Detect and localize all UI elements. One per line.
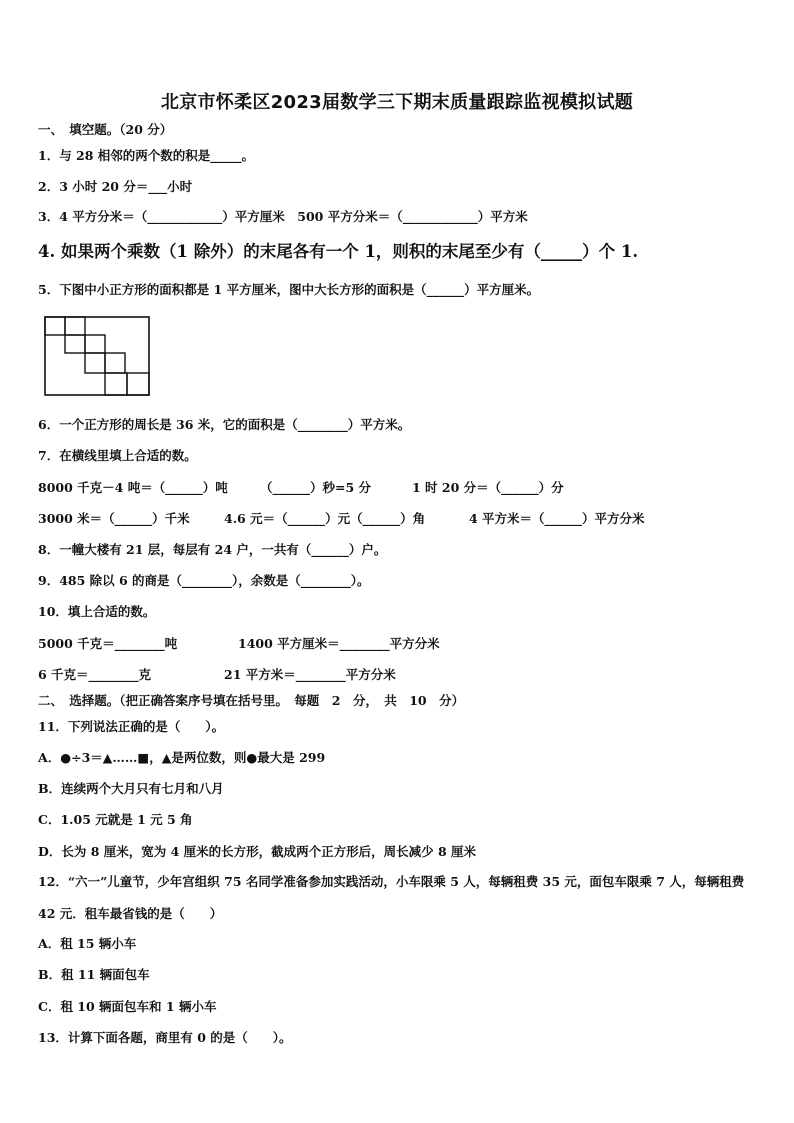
question-7-row1-item2: （______）秒=5 分 <box>260 480 372 495</box>
question-13: 13．计算下面各题，商里有 0 的是（ ）。 <box>38 1030 292 1045</box>
question-5: 5．下图中小正方形的面积都是 1 平方厘米，图中大长方形的面积是（______）平方厘米。 <box>38 282 540 297</box>
question-9: 9．485 除以 6 的商是（________），余数是（________）。 <box>38 573 370 588</box>
question-2: 2．3 小时 20 分＝___小时 <box>38 179 193 194</box>
small-square <box>65 317 85 335</box>
small-square <box>65 335 85 353</box>
question-7-row2-item2: 4.6 元＝（______）元（______）角 <box>224 511 426 526</box>
page-title: 北京市怀柔区2023届数学三下期末质量跟踪监视模拟试题 <box>160 92 634 113</box>
question-1: 1．与 28 相邻的两个数的积是_____。 <box>38 148 255 163</box>
question-12: 12．“六一”儿童节，少年宫组织 75 名同学准备参加实践活动，小车限乘 5 人，每辆租费 35 元，面包车限乘 7 人，每辆租费 42 元．租车最省钱的是（ ） <box>38 874 745 921</box>
question-7-row1-item3: 1 时 20 分＝（______）分 <box>412 480 564 495</box>
section-1-heading: 一、 填空题。（20 分） <box>38 122 173 137</box>
question-7: 7．在横线里填上合适的数。 <box>38 448 197 463</box>
question-7-row2-item3: 4 平方米＝（______）平方分米 <box>469 511 645 526</box>
section-2-heading: 二、 选择题。（把正确答案序号填在括号里。 每题 2 分， 共 10 分） <box>38 693 465 708</box>
big-rectangle <box>45 317 149 395</box>
small-square <box>85 353 105 373</box>
question-10-row2-item1: 6 千克＝________克 <box>38 667 152 682</box>
question-12-option-c: C．租 10 辆面包车和 1 辆小车 <box>38 999 217 1014</box>
staircase-rectangle-figure <box>44 316 152 398</box>
question-3: 3．4 平方分米＝（____________）平方厘米 500 平方分米＝（____________）平方米 <box>38 209 528 224</box>
question-11-option-a: A．●÷3＝▲……■，▲是两位数，则●最大是 299 <box>38 750 326 765</box>
small-square <box>45 317 65 335</box>
question-10: 10．填上合适的数。 <box>38 604 156 619</box>
question-11-option-b: B．连续两个大月只有七月和八月 <box>38 781 224 796</box>
small-squares <box>45 317 149 395</box>
small-square <box>105 353 125 373</box>
small-square <box>85 335 105 353</box>
question-7-row1-item1: 8000 千克－4 吨＝（______）吨 <box>38 480 228 495</box>
question-11-option-d: D．长为 8 厘米，宽为 4 厘米的长方形，截成两个正方形后，周长减少 8 厘米 <box>38 844 477 859</box>
question-11: 11．下列说法正确的是（ ）。 <box>38 719 225 734</box>
question-11-option-c: C．1.05 元就是 1 元 5 角 <box>38 812 193 827</box>
question-4: 4. 如果两个乘数（1 除外）的末尾各有一个 1，则积的末尾至少有（_____）个 1. <box>38 242 639 261</box>
question-10-row2-item2: 21 平方米＝________平方分米 <box>224 667 396 682</box>
small-square <box>127 373 149 395</box>
small-square <box>105 373 127 395</box>
question-7-row2-item1: 3000 米＝（______）千米 <box>38 511 190 526</box>
question-8: 8．一幢大楼有 21 层，每层有 24 户，一共有（______）户。 <box>38 542 387 557</box>
question-6: 6．一个正方形的周长是 36 米，它的面积是（________）平方米。 <box>38 417 411 432</box>
question-10-row1-item2: 1400 平方厘米＝________平方分米 <box>238 636 440 651</box>
question-12-option-a: A．租 15 辆小车 <box>38 936 137 951</box>
question-10-row1-item1: 5000 千克＝________吨 <box>38 636 178 651</box>
question-12-option-b: B．租 11 辆面包车 <box>38 967 150 982</box>
